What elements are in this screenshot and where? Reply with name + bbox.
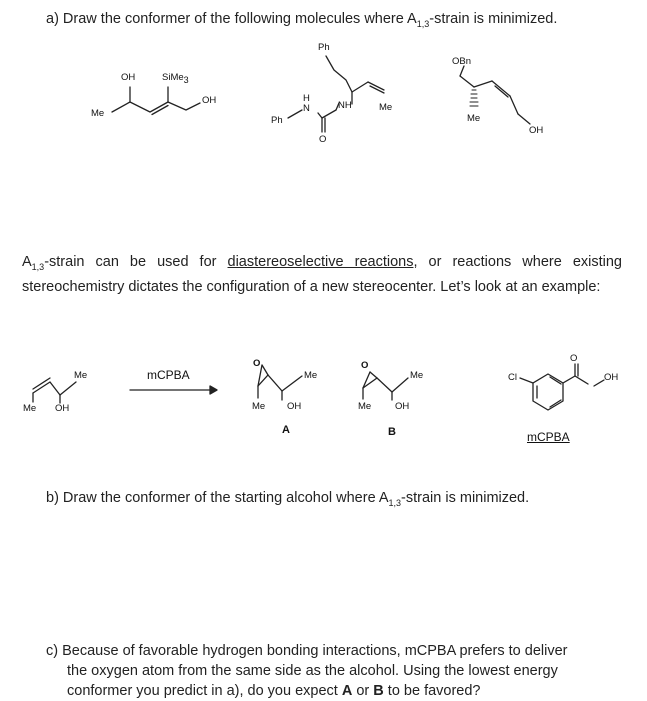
product-b-label: B <box>388 426 396 438</box>
mol3-oh: OH <box>529 125 544 136</box>
mol3-obn: OBn <box>452 56 472 67</box>
product-b-o: O <box>361 360 369 371</box>
mcpba-caption: mCPBA <box>527 430 570 444</box>
mol1-sime3: SiMe$_3$ <box>162 72 189 85</box>
mcpba-oh: OH <box>604 372 619 383</box>
starting-alcohol <box>33 378 76 403</box>
sm-oh: OH <box>55 403 70 414</box>
product-a-o: O <box>253 358 261 369</box>
product-a-me-top: Me <box>304 370 318 381</box>
mol1-oh-right: OH <box>202 95 217 106</box>
mol1-oh-top: OH <box>121 72 136 83</box>
question-b: b) Draw the conformer of the starting alcohol where $A_{1,3}$-strain is minimized. <box>46 490 530 508</box>
question-c: c) Because of favorable hydrogen bonding interactions, mCPBA prefers to deliver the oxygen atom from the same side as the alcohol. Using the lowest energy conformer you predict in a), do you expect A or B to be favored? <box>46 643 568 699</box>
mol1-me: Me <box>91 108 105 119</box>
reagent-label: mCPBA <box>147 368 190 382</box>
product-a-me-bottom: Me <box>252 401 266 412</box>
reaction-arrow <box>130 386 217 394</box>
product-b-me-top: Me <box>410 370 424 381</box>
mol2-o: O <box>319 134 327 145</box>
mol2-h: H <box>303 93 310 104</box>
mcpba-cl: Cl <box>508 372 517 383</box>
product-a-oh: OH <box>287 401 302 412</box>
mcpba-o: O <box>570 353 578 364</box>
mol2-ph-left: Ph <box>271 115 283 126</box>
product-a-label: A <box>282 424 290 436</box>
mol3-me: Me <box>467 113 481 124</box>
product-a <box>258 365 302 400</box>
product-b-oh: OH <box>395 401 410 412</box>
mol2-nh: NH <box>338 100 352 111</box>
mol2-me: Me <box>379 102 393 113</box>
intro-paragraph: $A_{1,3}$-strain can be used for diastereoselective reactions, or reactions where existing stereochemistry dictates the configuration of a new stereocenter. Let’s look at an example: <box>22 254 622 295</box>
sm-me-bottom: Me <box>23 403 37 414</box>
mol2-ph-top: Ph <box>318 42 330 53</box>
mol2-n: N <box>303 103 310 114</box>
dash-wedges <box>470 90 478 106</box>
product-b <box>363 372 408 400</box>
question-a: a) Draw the conformer of the following molecules where $A_{1,3}$-strain is minimized. <box>46 11 558 29</box>
molecule-1 <box>112 87 200 115</box>
mcpba-structure <box>520 364 604 410</box>
product-b-me-bottom: Me <box>358 401 372 412</box>
diastereoselective-link[interactable]: diastereoselective reactions <box>227 254 414 270</box>
sm-me-top: Me <box>74 370 88 381</box>
